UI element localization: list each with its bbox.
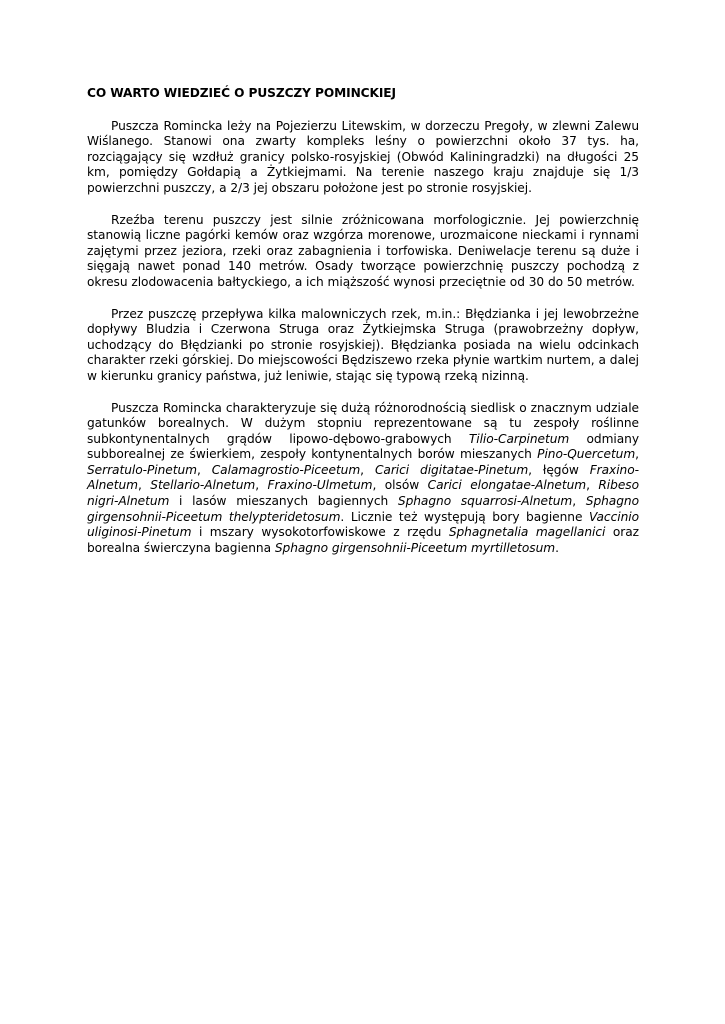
italic-term: Carici digitatae-Pinetum — [374, 462, 529, 477]
text-segment: oraz borealna świerczyna bagienna — [87, 525, 639, 555]
italic-term: Ribeso nigri-Alnetum — [87, 478, 639, 509]
italic-term: Fraxino-Alnetum — [87, 462, 639, 493]
text-segment: , — [255, 478, 268, 493]
text-segment: , — [635, 447, 639, 462]
paragraph — [87, 213, 639, 291]
text-segment: , olsów — [372, 478, 428, 493]
text-segment: , — [572, 494, 586, 509]
italic-term: Fraxino-Ulmetum — [267, 478, 373, 493]
document-page — [87, 86, 639, 572]
document-body — [87, 119, 639, 557]
text-segment: Rzeźba terenu puszczy jest silnie zróżnicowana morfologicznie. Jej powierzchnię stanowią liczne pagórki kemów oraz wzgórza morenowe, urozmaicone nieckami i rynnami zajętymi przez jeziora, rzeki oraz zabagnienia i torfowiska. Deniwelacje terenu są duże i sięgają nawet ponad 140 metrów. Osady tworzące powierzchnię puszczy pochodzą z okresu zlodowacenia bałtyckiego, a ich miąższość wynosi przeciętnie od 30 do 50 metrów. — [87, 212, 639, 289]
italic-term: Carici elongatae-Alnetum — [427, 478, 587, 493]
italic-term: Sphagno squarrosi-Alnetum — [397, 494, 573, 509]
italic-term: Pino-Quercetum — [537, 447, 636, 462]
text-segment: . — [555, 540, 559, 555]
text-segment: Puszcza Romincka charakteryzuje się dużą różnorodnością siedlisk o znacznym udziale gatunków borealnych. W dużym stopniu reprezentowane są tu zespoły roślinne subkontynentalnych grądów lipowo-dębowo-grabowych — [87, 400, 639, 446]
italic-term: Calamagrostio-Piceetum — [211, 462, 361, 477]
italic-term: Serratulo-Pinetum — [87, 462, 197, 477]
paragraph — [87, 307, 639, 385]
italic-term: Stellario-Alnetum — [150, 478, 256, 493]
paragraph — [87, 401, 639, 557]
text-segment: . Licznie też występują bory bagienne — [340, 509, 589, 524]
italic-term: Sphagnetalia magellanici — [448, 525, 606, 540]
text-segment: odmiany subborealnej ze świerkiem, zespoły kontynentalnych borów mieszanych — [87, 431, 639, 462]
document-title: CO WARTO WIEDZIEĆ O PUSZCZY POMINCKIEJ — [87, 86, 396, 100]
italic-term: Sphagno girgensohnii-Piceetum thelypteridetosum — [87, 494, 639, 524]
text-segment: i mszary wysokotorfowiskowe z rzędu — [191, 525, 449, 540]
text-segment: i lasów mieszanych bagiennych — [169, 494, 398, 509]
text-segment: , łęgów — [528, 462, 590, 477]
text-segment: , — [137, 478, 151, 493]
text-segment: Puszcza Romincka leży na Pojezierzu Litewskim, w dorzeczu Pregoły, w zlewni Zalewu Wiślanego. Stanowi ona zwarty kompleks leśny o powierzchni około 37 tys. ha, rozciągający się wzdłuż granicy polsko-rosyjskiej (Obwód Kaliningradzki) na długości 25 km, pomiędzy Gołdapią a Żytkiejmami. Na terenie naszego kraju znajduje się 1/3 powierzchni puszczy, a 2/3 jej obszaru położone jest po stronie rosyjskiej. — [87, 118, 639, 195]
text-segment: , — [360, 462, 375, 477]
text-segment: , — [196, 462, 212, 477]
paragraph — [87, 119, 639, 197]
italic-term: Tilio-Carpinetum — [468, 431, 570, 446]
text-segment: Przez puszczę przepływa kilka malowniczych rzek, m.in.: Błędzianka i jej lewobrzeżne dopływy Bludzia i Czerwona Struga oraz Żytkiejmska Struga (prawobrzeżny dopływ, uchodzący do Błędzianki po stronie rosyjskiej). Błędzianka posiada na wielu odcinkach charakter rzeki górskiej. Do miejscowości Będziszewo rzeka płynie wartkim nurtem, a dalej w kierunku granicy państwa, już leniwie, stając się typową rzeką nizinną. — [87, 306, 639, 383]
italic-term: Vaccinio uliginosi-Pinetum — [87, 509, 639, 540]
italic-term: Sphagno girgensohnii-Piceetum myrtilletosum — [274, 540, 556, 555]
text-segment: , — [586, 478, 599, 493]
